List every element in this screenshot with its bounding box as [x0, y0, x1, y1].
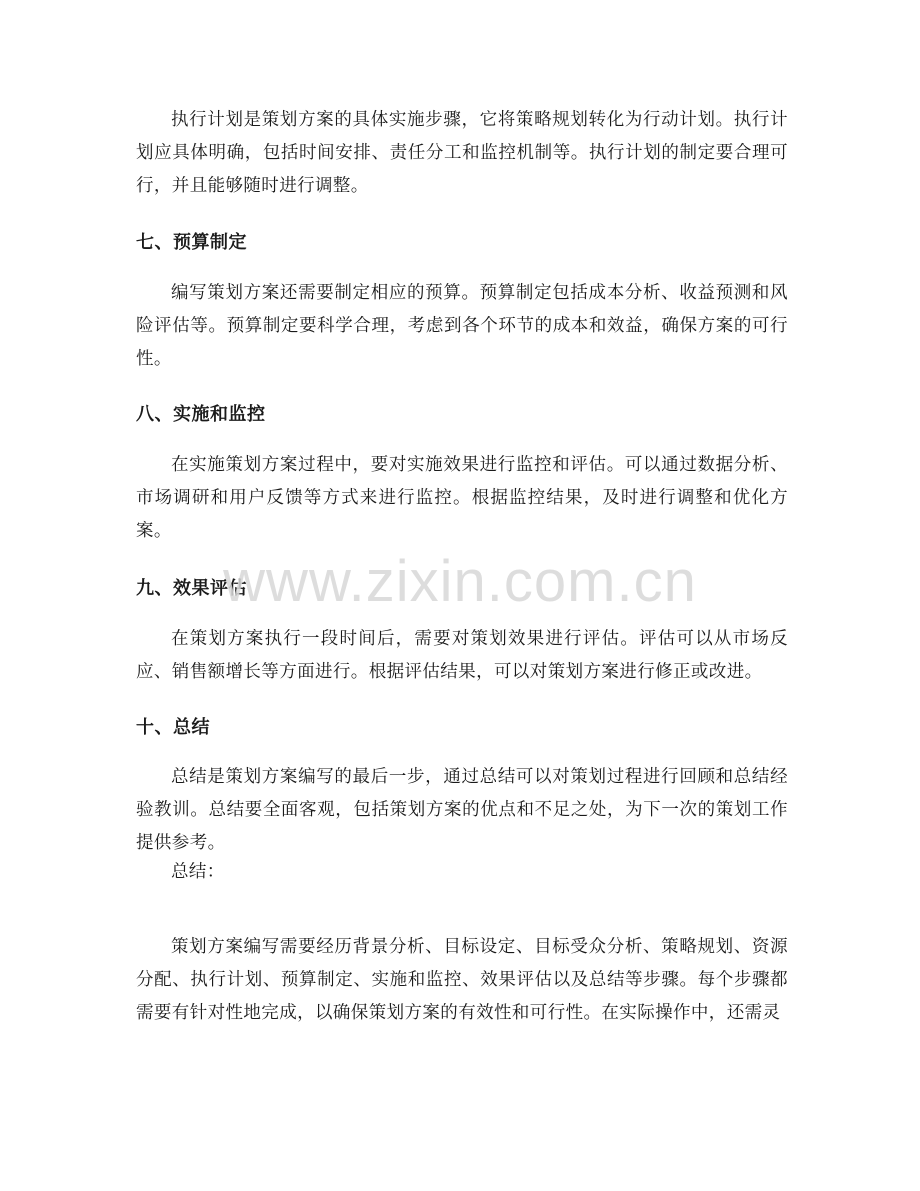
watermark-text: www.zixin.com.cn — [223, 549, 697, 614]
section-7-heading: 七、预算制定 — [136, 232, 247, 253]
summary-paragraph: 策划方案编写需要经历背景分析、目标设定、目标受众分析、策略规划、资源分配、执行计划、预算制定、实施和监控、效果评估以及总结等步骤。每个步骤都需要有针对性地完成，以确保策划方案的有效性和可行性。在实际操作中，还需灵 — [136, 937, 788, 1023]
section-10-heading: 十、总结 — [136, 717, 210, 738]
section-10-paragraph: 总结是策划方案编写的最后一步，通过总结可以对策划过程进行回顾和总结经验教训。总结要全面客观，包括策划方案的优点和不足之处，为下一次的策划工作提供参考。 — [136, 767, 788, 853]
summary-label: 总结： — [171, 862, 225, 882]
section-9-heading: 九、效果评估 — [136, 578, 247, 599]
intro-paragraph: 执行计划是策划方案的具体实施步骤，它将策略规划转化为行动计划。执行计划应具体明确，包括时间安排、责任分工和监控机制等。执行计划的制定要合理可行，并且能够随时进行调整。 — [136, 110, 788, 196]
section-8-heading: 八、实施和监控 — [136, 404, 266, 425]
section-8-paragraph: 在实施策划方案过程中，要对实施效果进行监控和评估。可以通过数据分析、市场调研和用户反馈等方式来进行监控。根据监控结果，及时进行调整和优化方案。 — [136, 455, 788, 541]
section-7-paragraph: 编写策划方案还需要制定相应的预算。预算制定包括成本分析、收益预测和风险评估等。预算制定要科学合理，考虑到各个环节的成本和效益，确保方案的可行性。 — [136, 283, 788, 369]
section-9-paragraph: 在策划方案执行一段时间后，需要对策划效果进行评估。评估可以从市场反应、销售额增长等方面进行。根据评估结果，可以对策划方案进行修正或改进。 — [136, 629, 788, 682]
